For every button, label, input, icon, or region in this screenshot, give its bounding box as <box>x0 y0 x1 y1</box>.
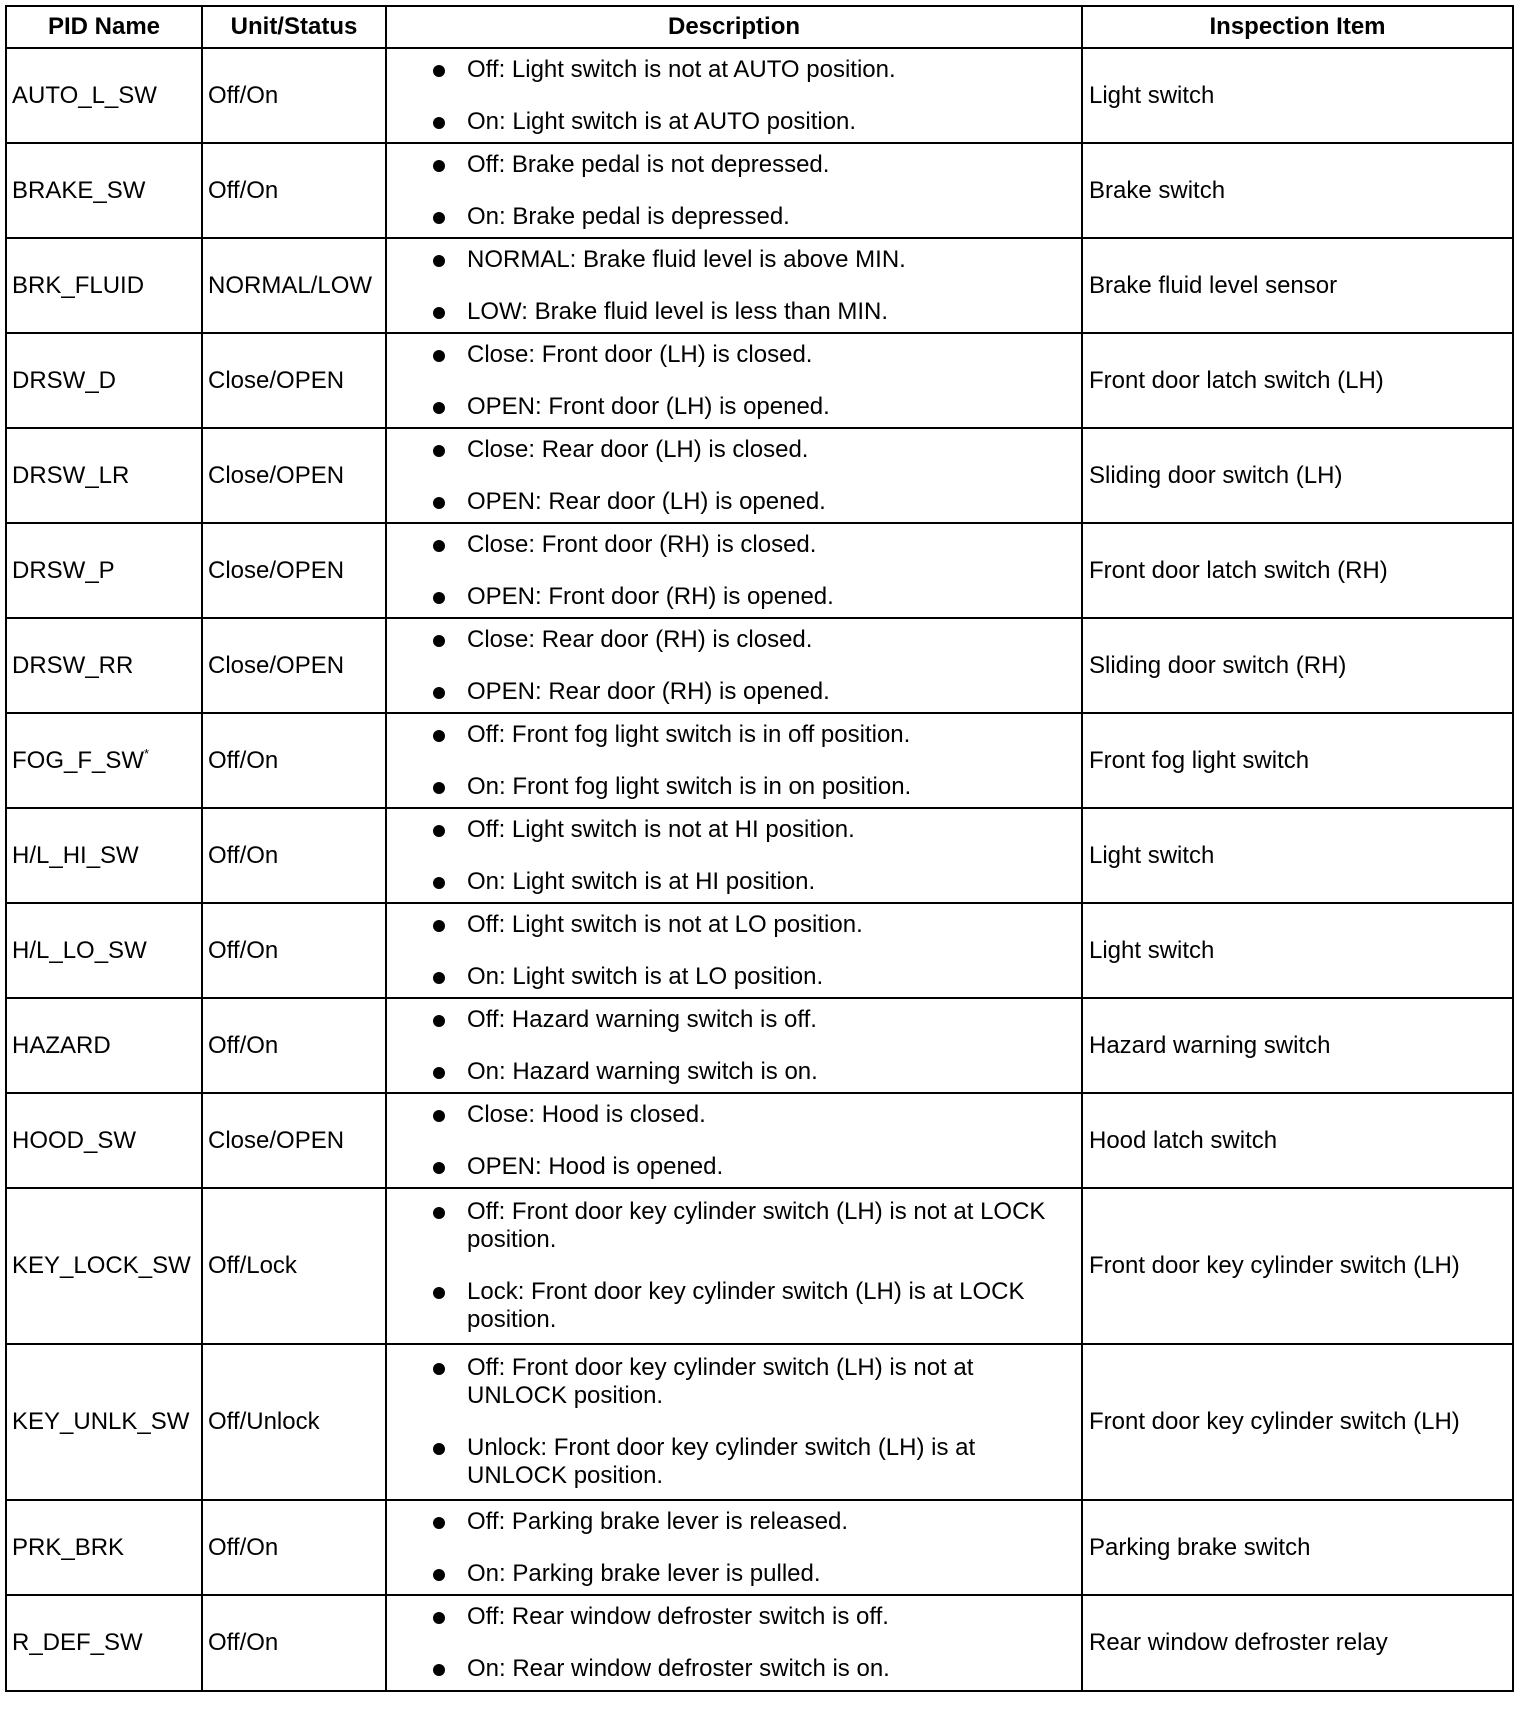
bullet-icon <box>433 1207 445 1219</box>
pid-name: HAZARD <box>12 1031 111 1059</box>
description-text: On: Front fog light switch is in on position. <box>467 772 912 800</box>
description-list <box>387 151 1081 231</box>
pid-name: DRSW_P <box>12 556 115 584</box>
pid-name-cell <box>6 618 202 713</box>
pid-name-cell <box>6 1500 202 1595</box>
pid-name-cell <box>6 1093 202 1188</box>
description-text: Off: Front fog light switch is in off position. <box>467 720 911 748</box>
table-body <box>6 48 1513 1691</box>
unit-status-cell: Off/On <box>202 998 386 1093</box>
description-text: Off: Brake pedal is not depressed. <box>467 150 830 178</box>
description-cell <box>386 1344 1082 1500</box>
unit-status-cell: Close/OPEN <box>202 523 386 618</box>
inspection-item-cell: Light switch <box>1082 808 1513 903</box>
table-row <box>6 808 1513 903</box>
bullet-icon <box>433 1517 445 1529</box>
description-item <box>387 488 1081 516</box>
description-text: Off: Light switch is not at LO position. <box>467 910 863 938</box>
pid-name-cell <box>6 808 202 903</box>
description-item <box>387 868 1081 896</box>
description-item <box>387 1278 1081 1334</box>
description-text: Close: Front door (LH) is closed. <box>467 340 813 368</box>
description-text: On: Light switch is at HI position. <box>467 867 816 895</box>
pid-name: H/L_LO_SW <box>12 936 147 964</box>
table-row <box>6 1500 1513 1595</box>
description-item <box>387 246 1081 274</box>
pid-name: DRSW_D <box>12 366 117 394</box>
unit-status-cell: NORMAL/LOW <box>202 238 386 333</box>
bullet-icon <box>433 307 445 319</box>
pid-name: BRK_FLUID <box>12 271 145 299</box>
description-cell <box>386 428 1082 523</box>
bullet-icon <box>433 1162 445 1174</box>
inspection-item-cell: Front fog light switch <box>1082 713 1513 808</box>
unit-status-cell: Off/On <box>202 48 386 143</box>
description-list <box>387 246 1081 326</box>
table-row <box>6 143 1513 238</box>
description-item <box>387 1354 1081 1410</box>
inspection-item-cell: Sliding door switch (RH) <box>1082 618 1513 713</box>
unit-status-cell: Off/On <box>202 143 386 238</box>
description-item <box>387 721 1081 749</box>
table-row <box>6 238 1513 333</box>
unit-status-cell: Off/On <box>202 713 386 808</box>
description-cell <box>386 618 1082 713</box>
description-text: Off: Hazard warning switch is off. <box>467 1005 817 1033</box>
bullet-icon <box>433 117 445 129</box>
description-cell <box>386 238 1082 333</box>
description-list <box>387 341 1081 421</box>
description-text: Off: Front door key cylinder switch (LH) is not at LOCK position. <box>467 1198 1046 1253</box>
pid-name-cell <box>6 1188 202 1344</box>
header-pid-name: PID Name <box>6 6 202 48</box>
bullet-icon <box>433 1067 445 1079</box>
description-list <box>387 1006 1081 1086</box>
unit-status-cell: Off/On <box>202 808 386 903</box>
pid-name-cell <box>6 48 202 143</box>
pid-name-cell <box>6 1344 202 1500</box>
pid-name-cell <box>6 333 202 428</box>
pid-name: DRSW_RR <box>12 651 134 679</box>
description-item <box>387 626 1081 654</box>
table-row <box>6 1595 1513 1691</box>
description-text: OPEN: Rear door (RH) is opened. <box>467 677 830 705</box>
inspection-item-cell: Rear window defroster relay <box>1082 1595 1513 1691</box>
description-list <box>387 436 1081 516</box>
description-cell <box>386 333 1082 428</box>
pid-name-cell <box>6 1595 202 1691</box>
pid-name-cell <box>6 998 202 1093</box>
description-cell <box>386 808 1082 903</box>
unit-status-cell: Close/OPEN <box>202 1093 386 1188</box>
description-text: Off: Parking brake lever is released. <box>467 1507 849 1535</box>
header-unit-status: Unit/Status <box>202 6 386 48</box>
description-cell <box>386 143 1082 238</box>
inspection-item-cell: Parking brake switch <box>1082 1500 1513 1595</box>
bullet-icon <box>433 1443 445 1455</box>
description-item <box>387 203 1081 231</box>
description-list <box>387 1101 1081 1181</box>
bullet-icon <box>433 1287 445 1299</box>
description-item <box>387 1006 1081 1034</box>
unit-status-cell: Off/On <box>202 1595 386 1691</box>
pid-name: R_DEF_SW <box>12 1629 143 1656</box>
description-text: Off: Light switch is not at HI position. <box>467 815 855 843</box>
unit-status-cell: Close/OPEN <box>202 428 386 523</box>
table-row <box>6 1188 1513 1344</box>
description-text: Off: Light switch is not at AUTO position. <box>467 55 896 83</box>
pid-name: H/L_HI_SW <box>12 841 139 869</box>
table-row <box>6 998 1513 1093</box>
description-list <box>387 531 1081 611</box>
bullet-icon <box>433 687 445 699</box>
description-cell <box>386 1093 1082 1188</box>
description-cell <box>386 523 1082 618</box>
bullet-icon <box>433 1612 445 1624</box>
description-cell <box>386 1595 1082 1691</box>
table-row <box>6 618 1513 713</box>
unit-status-cell: Off/Unlock <box>202 1344 386 1500</box>
unit-status-cell: Off/On <box>202 903 386 998</box>
description-text: On: Rear window defroster switch is on. <box>467 1655 890 1682</box>
description-text: On: Hazard warning switch is on. <box>467 1057 818 1085</box>
description-text: NORMAL: Brake fluid level is above MIN. <box>467 245 906 273</box>
bullet-icon <box>433 497 445 509</box>
pid-name: FOG_F_SW <box>12 746 145 774</box>
description-text: Unlock: Front door key cylinder switch (LH) is at UNLOCK position. <box>467 1434 976 1489</box>
inspection-item-cell: Light switch <box>1082 903 1513 998</box>
description-item <box>387 436 1081 464</box>
bullet-icon <box>433 160 445 172</box>
pid-name: KEY_LOCK_SW <box>12 1252 191 1279</box>
pid-name: BRAKE_SW <box>12 176 146 204</box>
table-row <box>6 428 1513 523</box>
inspection-item-cell: Hood latch switch <box>1082 1093 1513 1188</box>
bullet-icon <box>433 1569 445 1581</box>
description-text: On: Brake pedal is depressed. <box>467 202 790 230</box>
bullet-icon <box>433 782 445 794</box>
description-text: Close: Hood is closed. <box>467 1100 706 1128</box>
description-item <box>387 393 1081 421</box>
description-item <box>387 341 1081 369</box>
pid-name-cell <box>6 428 202 523</box>
unit-status-cell: Close/OPEN <box>202 333 386 428</box>
description-text: Lock: Front door key cylinder switch (LH) is at LOCK position. <box>467 1278 1025 1333</box>
description-item <box>387 1198 1081 1254</box>
bullet-icon <box>433 730 445 742</box>
description-text: Off: Rear window defroster switch is off. <box>467 1603 889 1630</box>
description-list <box>387 721 1081 801</box>
table-row <box>6 1093 1513 1188</box>
bullet-icon <box>433 592 445 604</box>
pid-name-cell <box>6 238 202 333</box>
header-inspection-item: Inspection Item <box>1082 6 1513 48</box>
description-item <box>387 56 1081 84</box>
description-item <box>387 816 1081 844</box>
pid-name: KEY_UNLK_SW <box>12 1408 190 1435</box>
description-item <box>387 298 1081 326</box>
unit-status-cell: Off/On <box>202 1500 386 1595</box>
bullet-icon <box>433 1664 445 1676</box>
bullet-icon <box>433 1015 445 1027</box>
unit-status-cell: Off/Lock <box>202 1188 386 1344</box>
description-item <box>387 1560 1081 1588</box>
pid-table <box>5 5 1514 1692</box>
header-row <box>6 6 1513 48</box>
bullet-icon <box>433 402 445 414</box>
description-text: Close: Front door (RH) is closed. <box>467 530 817 558</box>
description-text: OPEN: Front door (RH) is opened. <box>467 582 834 610</box>
table-row <box>6 333 1513 428</box>
description-item <box>387 1434 1081 1490</box>
table-row <box>6 713 1513 808</box>
description-cell <box>386 48 1082 143</box>
description-item <box>387 773 1081 801</box>
description-item <box>387 1058 1081 1086</box>
bullet-icon <box>433 65 445 77</box>
pid-name: PRK_BRK <box>12 1533 125 1561</box>
pid-footnote-mark: * <box>144 745 150 761</box>
bullet-icon <box>433 635 445 647</box>
pid-name-cell <box>6 523 202 618</box>
bullet-icon <box>433 920 445 932</box>
pid-table-container <box>5 5 1514 1692</box>
description-cell <box>386 713 1082 808</box>
description-text: Close: Rear door (RH) is closed. <box>467 625 813 653</box>
bullet-icon <box>433 255 445 267</box>
inspection-item-cell: Front door key cylinder switch (LH) <box>1082 1344 1513 1500</box>
description-list <box>387 1354 1081 1490</box>
description-text: OPEN: Hood is opened. <box>467 1152 724 1180</box>
description-text: Close: Rear door (LH) is closed. <box>467 435 809 463</box>
bullet-icon <box>433 1110 445 1122</box>
inspection-item-cell: Light switch <box>1082 48 1513 143</box>
description-cell <box>386 998 1082 1093</box>
description-item <box>387 963 1081 991</box>
description-list <box>387 626 1081 706</box>
description-list <box>387 1198 1081 1334</box>
description-text: OPEN: Front door (LH) is opened. <box>467 392 830 420</box>
bullet-icon <box>433 445 445 457</box>
table-row <box>6 48 1513 143</box>
bullet-icon <box>433 825 445 837</box>
description-item <box>387 531 1081 559</box>
description-text: On: Light switch is at AUTO position. <box>467 107 857 135</box>
description-item <box>387 583 1081 611</box>
bullet-icon <box>433 1363 445 1375</box>
description-list <box>387 911 1081 991</box>
description-list <box>387 816 1081 896</box>
description-list <box>387 1508 1081 1588</box>
description-cell <box>386 903 1082 998</box>
description-item <box>387 151 1081 179</box>
description-item <box>387 108 1081 136</box>
description-list <box>387 1603 1081 1683</box>
description-item <box>387 1508 1081 1536</box>
description-item <box>387 678 1081 706</box>
description-cell <box>386 1500 1082 1595</box>
description-item <box>387 1101 1081 1129</box>
bullet-icon <box>433 212 445 224</box>
description-text: On: Parking brake lever is pulled. <box>467 1559 821 1587</box>
inspection-item-cell: Sliding door switch (LH) <box>1082 428 1513 523</box>
pid-name-cell <box>6 143 202 238</box>
description-text: OPEN: Rear door (LH) is opened. <box>467 487 826 515</box>
inspection-item-cell: Brake switch <box>1082 143 1513 238</box>
inspection-item-cell: Front door key cylinder switch (LH) <box>1082 1188 1513 1344</box>
description-item <box>387 1655 1081 1683</box>
bullet-icon <box>433 877 445 889</box>
unit-status-cell: Close/OPEN <box>202 618 386 713</box>
inspection-item-cell: Hazard warning switch <box>1082 998 1513 1093</box>
description-text: LOW: Brake fluid level is less than MIN. <box>467 297 889 325</box>
description-cell <box>386 1188 1082 1344</box>
pid-name-cell <box>6 713 202 808</box>
inspection-item-cell: Front door latch switch (RH) <box>1082 523 1513 618</box>
pid-name: DRSW_LR <box>12 461 130 489</box>
table-row <box>6 523 1513 618</box>
description-list <box>387 56 1081 136</box>
inspection-item-cell: Front door latch switch (LH) <box>1082 333 1513 428</box>
description-item <box>387 1153 1081 1181</box>
bullet-icon <box>433 350 445 362</box>
table-row <box>6 903 1513 998</box>
pid-name: AUTO_L_SW <box>12 81 157 109</box>
pid-name: HOOD_SW <box>12 1126 137 1154</box>
bullet-icon <box>433 972 445 984</box>
description-text: Off: Front door key cylinder switch (LH) is not at UNLOCK position. <box>467 1354 974 1409</box>
header-description: Description <box>386 6 1082 48</box>
inspection-item-cell: Brake fluid level sensor <box>1082 238 1513 333</box>
pid-name-cell <box>6 903 202 998</box>
description-item <box>387 1603 1081 1631</box>
description-item <box>387 911 1081 939</box>
description-text: On: Light switch is at LO position. <box>467 962 824 990</box>
bullet-icon <box>433 540 445 552</box>
table-row <box>6 1344 1513 1500</box>
